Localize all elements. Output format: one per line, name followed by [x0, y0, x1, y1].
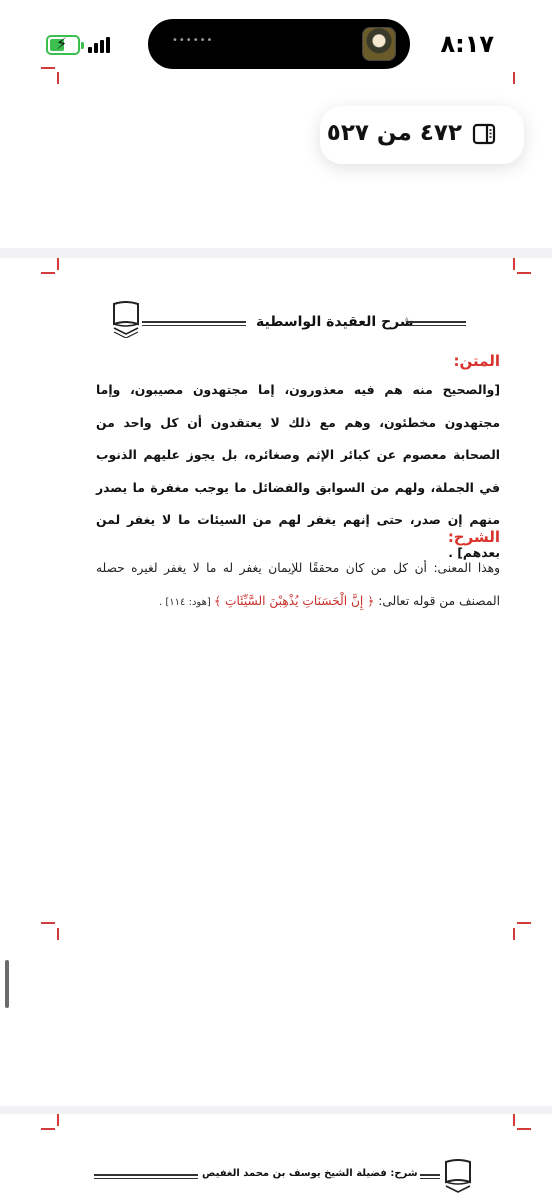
quran-verse: ﴿ إِنَّ الْحَسَنَاتِ يُذْهِبْنَ السَّيِّئَاتِ ﴾ — [213, 594, 375, 608]
footer-book-ornament-icon — [440, 1158, 476, 1196]
page-indicator-label: ٤٧٢ من ٥٢٧ — [326, 120, 462, 146]
sharh-text: وهذا المعنى: أن كل من كان محققًا للإيمان يغفر له ما لا يغفر لغيره حصله المصنف من قوله تعالى: — [96, 561, 500, 608]
sharh-label: الشرح: — [447, 528, 500, 546]
battery-charging-icon: ⚡ — [46, 35, 80, 55]
status-bar — [0, 0, 552, 96]
header-rule-left — [142, 321, 246, 326]
verse-citation: [هود: ١١٤] . — [159, 597, 214, 608]
dynamic-island[interactable] — [148, 19, 410, 69]
book-ornament-icon — [108, 300, 144, 338]
signal-strength-icon — [88, 37, 114, 53]
page-indicator-button[interactable] — [320, 106, 524, 164]
footer-rule-right — [420, 1174, 440, 1179]
clock: ٨:١٧ — [440, 30, 494, 58]
next-page-footer — [94, 1168, 434, 1188]
island-activity-dots: •••••• — [172, 35, 214, 46]
matn-paragraph: [والصحيح منه هم فيه معذورون، إما مجتهدون مصيبون، وإما مجتهدون مخطئون، وهم مع ذلك لا يعتقدون أن كل واحد من الصحابة معصوم عن كبائر الإثم وصغائره، بل يجوز عليهم الذنوب في الجملة، ولهم من السوابق والفضائل ما يوجب مغفرة ما يصدر منهم إن صدر، حتى إنهم يغفر لهم من السيئات ما لا يغفر لمن بعدهم] . — [96, 382, 500, 560]
header-rule-right — [406, 321, 466, 326]
running-header — [108, 300, 468, 340]
sidebar-panel-icon — [472, 122, 496, 146]
footer-rule-left — [94, 1174, 198, 1179]
now-playing-artwork[interactable] — [362, 27, 396, 61]
footer-author: شرح: فضيلة الشيخ يوسف بن محمد الغفيص — [202, 1168, 418, 1179]
matn-label: المتن: — [453, 352, 500, 370]
scroll-indicator[interactable] — [5, 960, 9, 1008]
running-header-title: شرح العقيدة الواسطية — [256, 314, 414, 330]
sharh-paragraph — [96, 552, 500, 619]
